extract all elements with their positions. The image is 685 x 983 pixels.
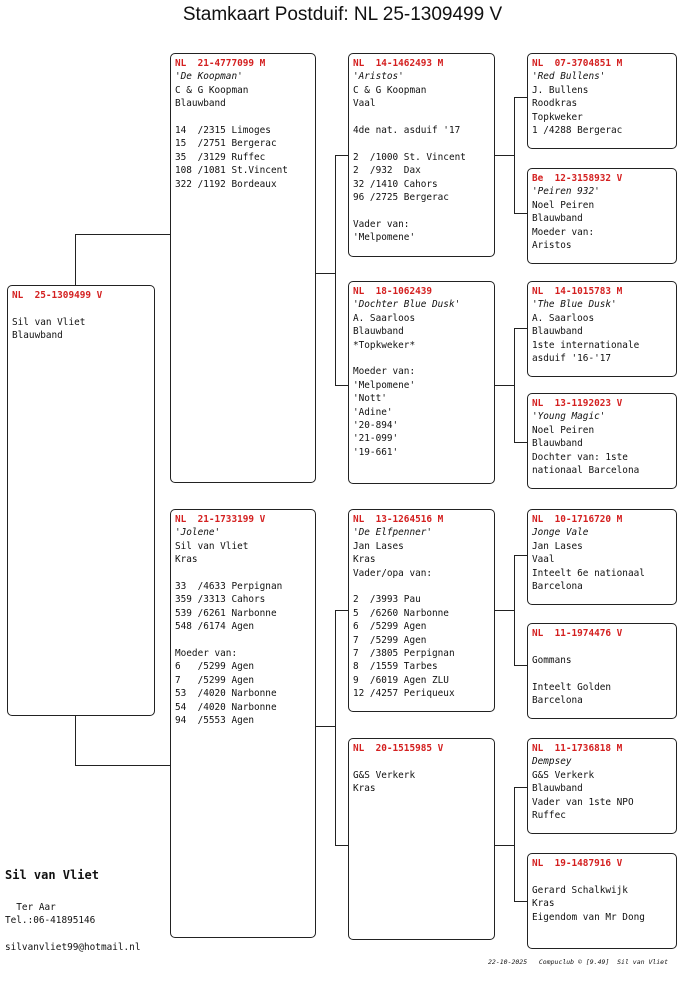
info-line: Moeder van: xyxy=(353,366,416,378)
pigeon-card-ff xyxy=(348,53,495,257)
connector xyxy=(514,328,528,329)
info-line: Roodkras xyxy=(532,98,578,110)
pigeon-card-mother xyxy=(170,509,316,938)
pigeon-card-mfm xyxy=(527,623,677,719)
pigeon-card-father xyxy=(170,53,316,483)
ring-number: NL 11-1736818 M xyxy=(532,743,623,754)
info-line: Sil van Vliet xyxy=(175,540,249,552)
info-line: 2 /932 Dax xyxy=(353,165,421,177)
info-line: 'Nott' xyxy=(353,393,387,405)
info-line: 53 /4020 Narbonne xyxy=(175,688,277,700)
ring-number: NL 18-1062439 xyxy=(353,286,433,297)
pigeon-name: Jonge Vale xyxy=(532,527,589,539)
info-line: 322 /1192 Bordeaux xyxy=(175,178,277,190)
info-line: Kras xyxy=(353,783,376,795)
footer-note: 22-10-2025 Compuclub © [9.49] Sil van Vliet xyxy=(488,958,669,966)
pigeon-card-mf xyxy=(348,509,495,712)
pigeon-card-fm xyxy=(348,281,495,484)
info-line xyxy=(12,302,150,315)
info-line: Blauwband xyxy=(353,326,404,338)
ring-number: NL 20-1515985 V xyxy=(353,743,444,754)
info-line: Jan Lases xyxy=(532,540,583,552)
info-line: Blauwband xyxy=(532,438,583,450)
info-line: C & G Koopman xyxy=(353,84,427,96)
info-line xyxy=(353,204,490,217)
info-line: Sil van Vliet xyxy=(12,316,86,328)
connector xyxy=(514,555,528,556)
info-line: Topkweker xyxy=(532,111,583,123)
info-line: Inteelt 6e nationaal xyxy=(532,567,645,579)
info-line: 2 /1000 St. Vincent xyxy=(353,151,466,163)
connector xyxy=(514,787,515,902)
info-line: Eigendom van Mr Dong xyxy=(532,911,645,923)
ring-number: NL 21-1733199 V xyxy=(175,514,266,525)
info-line: 94 /5553 Agen xyxy=(175,715,255,727)
info-line: Jan Lases xyxy=(353,540,404,552)
info-line xyxy=(532,640,672,653)
pigeon-card-mmm xyxy=(527,853,677,949)
info-line: Gerard Schalkwijk xyxy=(532,884,628,896)
info-line: '21-099' xyxy=(353,433,399,445)
info-line: Ruffec xyxy=(532,810,566,822)
info-line: 32 /1410 Cahors xyxy=(353,178,438,190)
info-line: Gommans xyxy=(532,654,572,666)
info-line: Inteelt Golden xyxy=(532,681,612,693)
info-line: '20-894' xyxy=(353,420,399,432)
pigeon-name: 'Aristos' xyxy=(353,71,404,83)
connector xyxy=(514,328,515,443)
info-line: 14 /2315 Limoges xyxy=(175,125,271,137)
connector xyxy=(315,273,335,274)
ring-number: NL 21-4777099 M xyxy=(175,58,266,69)
info-line: Aristos xyxy=(532,240,572,252)
connector xyxy=(514,901,528,902)
info-line: 7 /5299 Agen xyxy=(353,634,427,646)
info-line xyxy=(353,111,490,124)
pigeon-card-fmf xyxy=(527,281,677,377)
pigeon-name: 'De Koopman' xyxy=(175,71,243,83)
connector xyxy=(514,442,528,443)
info-line xyxy=(175,567,311,580)
info-line: 'Adine' xyxy=(353,406,393,418)
connector xyxy=(494,385,514,386)
ring-number: NL 19-1487916 V xyxy=(532,858,623,869)
info-line: Kras xyxy=(175,554,198,566)
info-line: Vader/opa van: xyxy=(353,567,433,579)
connector xyxy=(335,610,336,846)
ring-number: Be 12-3158932 V xyxy=(532,173,623,184)
info-line: 548 /6174 Agen xyxy=(175,621,255,633)
pigeon-name: 'The Blue Dusk' xyxy=(532,299,617,311)
info-line: 33 /4633 Perpignan xyxy=(175,581,283,593)
pigeon-name: 'Red Bullens' xyxy=(532,71,606,83)
info-line: Moeder van: xyxy=(175,648,238,660)
pigeon-name: 'Jolene' xyxy=(175,527,221,539)
info-line xyxy=(353,755,490,768)
info-line: Blauwband xyxy=(12,330,63,342)
ring-number: NL 07-3704851 M xyxy=(532,58,623,69)
pigeon-name: Dempsey xyxy=(532,756,572,768)
info-line xyxy=(532,870,672,883)
connector xyxy=(514,665,528,666)
info-line: Barcelona xyxy=(532,695,583,706)
info-line: Blauwband xyxy=(175,98,226,110)
ring-number: NL 13-1192023 V xyxy=(532,398,623,409)
connector xyxy=(494,845,514,846)
ring-number: NL 14-1462493 M xyxy=(353,58,444,69)
info-line: Moeder van: xyxy=(532,226,595,238)
info-line: Blauwband xyxy=(532,213,583,225)
pigeon-card-fmm xyxy=(527,393,677,489)
info-line: 1ste internationale xyxy=(532,339,640,351)
info-line: G&S Verkerk xyxy=(353,769,416,781)
info-line: 2 /3993 Pau xyxy=(353,594,421,606)
connector xyxy=(494,155,514,156)
pigeon-card-mmf xyxy=(527,738,677,834)
info-line: Vader van: xyxy=(353,218,410,230)
info-line: 96 /2725 Bergerac xyxy=(353,192,449,204)
owner-phone: Tel.:06-41895146 xyxy=(5,915,96,926)
connector xyxy=(514,787,528,788)
ring-number: NL 10-1716720 M xyxy=(532,514,623,525)
info-line xyxy=(353,137,490,150)
connector xyxy=(335,610,349,611)
info-line: J. Bullens xyxy=(532,84,589,96)
info-line: G&S Verkerk xyxy=(532,769,595,781)
info-line: 5 /6260 Narbonne xyxy=(353,607,449,619)
connector xyxy=(514,97,515,214)
info-line: C & G Koopman xyxy=(175,84,249,96)
pigeon-card-mm xyxy=(348,738,495,940)
info-line: 539 /6261 Narbonne xyxy=(175,607,277,619)
pigeon-name: 'De Elfpenner' xyxy=(353,527,433,539)
pigeon-card-fff xyxy=(527,53,677,149)
info-line xyxy=(353,352,490,365)
ring-number: NL 14-1015783 M xyxy=(532,286,623,297)
info-line xyxy=(532,667,672,680)
pigeon-card-ffm xyxy=(527,168,677,264)
info-line: *Topkweker* xyxy=(353,339,416,351)
info-line: 'Melpomene' xyxy=(353,379,416,391)
info-line: 7 /5299 Agen xyxy=(175,674,255,686)
info-line: Vaal xyxy=(532,554,555,566)
pigeon-card-mff xyxy=(527,509,677,605)
connector xyxy=(75,715,76,766)
info-line: 8 /1559 Tarbes xyxy=(353,661,438,673)
info-line: Kras xyxy=(532,898,555,910)
info-line: 359 /3313 Cahors xyxy=(175,594,266,606)
info-line: Blauwband xyxy=(532,783,583,795)
owner-location: Ter Aar xyxy=(5,902,56,913)
info-line: 'Melpomene' xyxy=(353,232,416,244)
info-line: 6 /5299 Agen xyxy=(353,621,427,633)
info-line xyxy=(175,634,311,647)
info-line xyxy=(175,111,311,124)
info-line: Blauwband xyxy=(532,326,583,338)
connector xyxy=(494,610,514,611)
info-line: 1 /4288 Bergerac xyxy=(532,125,623,137)
info-line xyxy=(353,580,490,593)
info-line: 35 /3129 Ruffec xyxy=(175,151,266,163)
info-line: 108 /1081 St.Vincent xyxy=(175,165,288,177)
connector xyxy=(514,555,515,666)
connector xyxy=(335,385,349,386)
connector xyxy=(75,234,76,286)
ring-number: NL 25-1309499 V xyxy=(12,290,103,301)
connector xyxy=(75,765,171,766)
connector xyxy=(335,155,349,156)
info-line: 12 /4257 Periqueux xyxy=(353,688,455,700)
owner-name: Sil van Vliet xyxy=(5,868,99,882)
connector xyxy=(514,97,528,98)
ring-number: NL 11-1974476 V xyxy=(532,628,623,639)
connector xyxy=(315,726,335,727)
info-line: 15 /2751 Bergerac xyxy=(175,138,277,150)
ring-number: NL 13-1264516 M xyxy=(353,514,444,525)
pigeon-name: 'Peiren 932' xyxy=(532,186,600,198)
pigeon-name: 'Dochter Blue Dusk' xyxy=(353,299,461,311)
connector xyxy=(75,234,171,235)
pigeon-name: 'Young Magic' xyxy=(532,411,606,423)
info-line: 7 /3805 Perpignan xyxy=(353,648,455,660)
pigeon-card-subject xyxy=(7,285,155,716)
info-line: Vader van 1ste NPO xyxy=(532,796,634,808)
page-title: Stamkaart Postduif: NL 25-1309499 V xyxy=(182,4,503,25)
info-line: Kras xyxy=(353,554,376,566)
connector xyxy=(335,155,336,386)
info-line: Dochter van: 1ste xyxy=(532,451,628,463)
info-line: Noel Peiren xyxy=(532,199,595,211)
info-line: '19-661' xyxy=(353,446,399,458)
info-line: 6 /5299 Agen xyxy=(175,661,255,673)
info-line: 9 /6019 Agen ZLU xyxy=(353,674,449,686)
info-line: Noel Peiren xyxy=(532,424,595,436)
info-line: Barcelona xyxy=(532,581,583,593)
connector xyxy=(335,845,349,846)
info-line: A. Saarloos xyxy=(353,312,416,324)
info-line: 54 /4020 Narbonne xyxy=(175,701,277,713)
info-line: A. Saarloos xyxy=(532,312,595,324)
info-line: asduif '16-'17 xyxy=(532,353,612,365)
info-line: Vaal xyxy=(353,98,376,110)
owner-email: silvanvliet99@hotmail.nl xyxy=(5,942,141,953)
info-line: 4de nat. asduif '17 xyxy=(353,125,461,137)
connector xyxy=(514,213,528,214)
info-line: nationaal Barcelona xyxy=(532,465,640,477)
